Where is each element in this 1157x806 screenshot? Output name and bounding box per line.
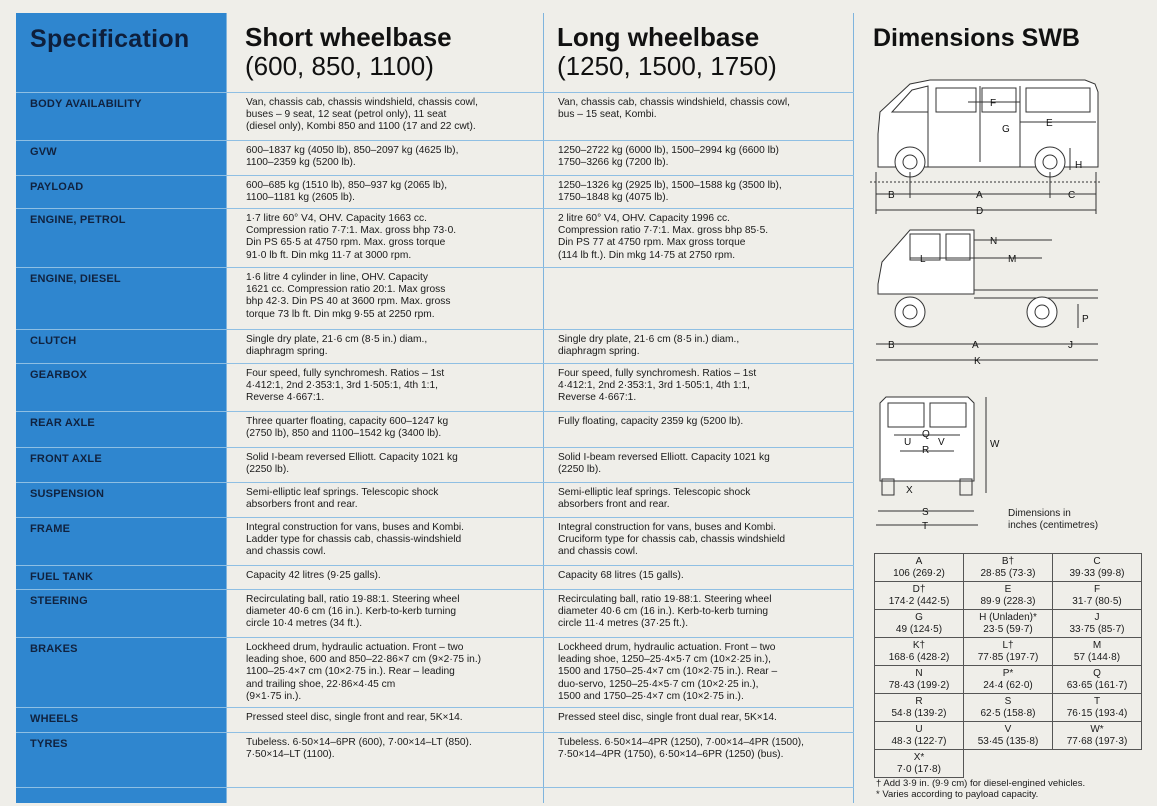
footnotes [876, 778, 1085, 800]
dim-value: 7·0 (17·8) [897, 763, 941, 775]
dimensions-table [874, 553, 1142, 778]
spec-row [16, 707, 854, 732]
dim-key: M [1092, 639, 1102, 651]
dim-value: 53·45 (135·8) [977, 735, 1039, 747]
swb-value: Solid I-beam reversed Elliott. Capacity 1021 kg (2250 lb). [246, 452, 458, 476]
dim-key: V [1004, 723, 1012, 735]
dim-label-d: D [976, 206, 984, 217]
dim-label-t: T [922, 521, 929, 532]
swb-value: Recirculating ball, ratio 19·88:1. Steering wheel diameter 40·6 cm (16 in.). Kerb-to-kerb turning circle 10·4 metres (34 ft.). [246, 594, 460, 630]
dim-value: 54·8 (139·2) [891, 707, 947, 719]
spec-row [16, 175, 854, 208]
spec-title: Specification [30, 25, 190, 53]
dim-cell [964, 554, 1053, 582]
lwb-value: Capacity 68 litres (15 galls). [558, 570, 684, 581]
dim-label-f: F [990, 98, 997, 109]
swb-value: Four speed, fully synchromesh. Ratios – 1st 4·412:1, 2nd 2·353:1, 3rd 1·505:1, 4th 1:1, Reverse 4·667:1. [246, 368, 445, 404]
chassis-cab-diagram [870, 224, 1140, 374]
dim-key: S [1004, 695, 1012, 707]
spec-row [16, 589, 854, 637]
dim-key: U [915, 723, 923, 735]
dim-cell [1053, 582, 1142, 610]
lwb-value: Integral construction for vans, buses and Kombi. Cruciform type for chassis cab, chassis windshield and chassis cowl. [558, 522, 786, 558]
spec-label: ENGINE, DIESEL [30, 273, 121, 285]
lwb-value: Recirculating ball, ratio 19·88:1. Steering wheel diameter 40·6 cm (16 in.). Kerb-to-kerb turning circle 11·4 metres (37·25 ft.). [558, 594, 772, 630]
row-divider [16, 517, 854, 518]
dim-table-row [875, 582, 1142, 610]
dim-table-row [875, 666, 1142, 694]
spec-label: BODY AVAILABILITY [30, 98, 142, 110]
dim-label-a: A [972, 340, 979, 351]
dim-cell [875, 638, 964, 666]
footnote-payload: * Varies according to payload capacity. [876, 789, 1039, 800]
swb-models: (600, 850, 1100) [245, 51, 434, 81]
dim-key: G [915, 611, 923, 623]
swb-value: Tubeless. 6·50×14–6PR (600), 7·00×14–LT (850). 7·50×14–LT (1100). [246, 737, 472, 761]
spec-label: REAR AXLE [30, 417, 95, 429]
dim-value: 77·85 (197·7) [977, 651, 1039, 663]
dim-key: F [1093, 583, 1101, 595]
dim-value: 57 (144·8) [1073, 651, 1121, 663]
footnote-diesel: † Add 3·9 in. (9·9 cm) for diesel-engined vehicles. [876, 778, 1086, 789]
dim-cell [1053, 694, 1142, 722]
dim-cell [1053, 610, 1142, 638]
dim-table-row [875, 610, 1142, 638]
dim-value: 24·4 (62·0) [983, 679, 1033, 691]
dim-label-r: R [922, 445, 930, 456]
spec-label: CLUTCH [30, 335, 77, 347]
lwb-value: Tubeless. 6·50×14–4PR (1250), 7·00×14–4PR (1500), 7·50×14–4PR (1750), 6·50×14–6PR (1250) (bus). [558, 737, 804, 761]
spec-row [16, 447, 854, 482]
swb-value: 1·6 litre 4 cylinder in line, OHV. Capacity 1621 cc. Compression ratio 20:1. Max gross bhp 42·3. Din PS 40 at 3600 rpm. Max. gross torque 73 lb ft. Din mkg 9·55 at 2250 rpm. [246, 272, 451, 320]
lwb-title: Long wheelbase [557, 22, 760, 52]
dim-key: K† [912, 639, 926, 651]
lwb-value: Lockheed drum, hydraulic actuation. Front – two leading shoe, 1250–25·4×5·7 cm (10×2·25 in.), 1500 and 1750–25·4×7 cm (10×2·75 in.). Rear – duo-servo, 1250–25·4×5·7 cm (10×2·25 in.), 1500 and 1750–25·4×7 cm (10×2·75 in.). [558, 642, 778, 702]
dim-cell [1053, 554, 1142, 582]
dim-cell [875, 722, 964, 750]
dim-key: D† [912, 583, 926, 595]
spec-label: ENGINE, PETROL [30, 214, 126, 226]
spec-row [16, 517, 854, 565]
rear-view-diagram [870, 393, 1010, 543]
dim-cell [875, 582, 964, 610]
dim-label-j: J [1068, 340, 1073, 351]
spec-label: GEARBOX [30, 369, 88, 381]
swb-value: Single dry plate, 21·6 cm (8·5 in.) diam., diaphragm spring. [246, 334, 428, 358]
lwb-value: 1250–1326 kg (2925 lb), 1500–1588 kg (3500 lb), 1750–1848 kg (4075 lb). [558, 180, 782, 204]
dim-label-v: V [938, 437, 945, 448]
spec-label: SUSPENSION [30, 488, 105, 500]
spec-row [16, 329, 854, 363]
dim-cell [875, 666, 964, 694]
swb-value: Lockheed drum, hydraulic actuation. Front – two leading shoe, 600 and 850–22·86×7 cm (9×2·75 in.) 1100–25·4×7 cm (10×2·75 in.). Rear – leading and trailing shoe, 22·86×4·45 cm (9×1·75 in.). [246, 642, 482, 702]
spec-label: TYRES [30, 738, 68, 750]
lwb-value: 1250–2722 kg (6000 lb), 1500–2994 kg (6600 lb) 1750–3266 kg (7200 lb). [558, 145, 779, 169]
spec-row [16, 92, 854, 140]
spec-label: FUEL TANK [30, 571, 94, 583]
dim-value: 77·68 (197·3) [1066, 735, 1128, 747]
specification-table [16, 13, 854, 803]
spec-label: FRAME [30, 523, 71, 535]
dim-label-h: H [1075, 160, 1083, 171]
row-divider [16, 565, 854, 566]
dim-cell [875, 610, 964, 638]
dim-table-row [875, 554, 1142, 582]
dim-label-q: Q [922, 429, 930, 440]
dim-table-row [875, 638, 1142, 666]
lwb-value: Solid I-beam reversed Elliott. Capacity 1021 kg (2250 lb). [558, 452, 770, 476]
dim-label-e: E [1046, 118, 1053, 129]
dim-value: 28·85 (73·3) [980, 567, 1036, 579]
dim-cell [964, 694, 1053, 722]
row-divider [16, 732, 854, 733]
dim-value: 174·2 (442·5) [888, 595, 950, 607]
dim-value: 39·33 (99·8) [1069, 567, 1125, 579]
dim-label-g: G [1002, 124, 1010, 135]
spec-row [16, 637, 854, 707]
dim-value: 106 (269·2) [893, 567, 945, 579]
dim-value: 89·9 (228·3) [980, 595, 1036, 607]
dim-value: 33·75 (85·7) [1069, 623, 1125, 635]
dim-label-m: M [1008, 254, 1017, 265]
dim-label-x: X [906, 485, 913, 496]
swb-value: Three quarter floating, capacity 600–1247 kg (2750 lb), 850 and 1100–1542 kg (3400 lb). [246, 416, 449, 440]
row-divider [16, 140, 854, 141]
row-divider [16, 175, 854, 176]
dim-cell [964, 638, 1053, 666]
lwb-value: Fully floating, capacity 2359 kg (5200 lb). [558, 416, 744, 427]
dim-label-b: B [888, 190, 895, 201]
spec-row [16, 363, 854, 411]
dim-value: 63·65 (161·7) [1066, 679, 1128, 691]
dim-key: L† [1002, 639, 1014, 651]
spec-row [16, 411, 854, 447]
row-divider [16, 208, 854, 209]
spec-row [16, 565, 854, 589]
dim-cell [875, 750, 964, 778]
dim-cell [964, 722, 1053, 750]
dim-key: B† [1001, 555, 1015, 567]
dim-key: P* [1002, 667, 1014, 679]
swb-value: 600–1837 kg (4050 lb), 850–2097 kg (4625 lb), 1100–2359 kg (5200 lb). [246, 145, 459, 169]
dim-label-c: C [1068, 190, 1076, 201]
dim-cell [964, 666, 1053, 694]
lwb-value: 2 litre 60° V4, OHV. Capacity 1996 cc. Compression ratio 7·7:1. Max. gross bhp 85·5. Din PS 77 at 4750 rpm. Max gross torque (114 lb ft.). Din mkg 14·75 at 2750 rpm. [558, 213, 769, 261]
swb-value: Van, chassis cab, chassis windshield, chassis cowl, buses – 9 seat, 12 seat (petrol only), 11 seat (diesel only), Kombi 850 and 1100 (17 and 22 cwt). [246, 97, 478, 133]
spec-label: WHEELS [30, 713, 79, 725]
row-divider [16, 267, 854, 268]
dim-cell [964, 610, 1053, 638]
lwb-value: Semi-elliptic leaf springs. Telescopic shock absorbers front and rear. [558, 487, 751, 511]
dim-label-s: S [922, 507, 929, 518]
row-divider [16, 482, 854, 483]
dim-key: T [1093, 695, 1101, 707]
lwb-value: Pressed steel disc, single front dual rear, 5K×14. [558, 712, 777, 723]
swb-value: Semi-elliptic leaf springs. Telescopic shock absorbers front and rear. [246, 487, 439, 511]
dim-value: 23·5 (59·7) [983, 623, 1033, 635]
spec-label: STEERING [30, 595, 88, 607]
row-divider [16, 637, 854, 638]
dim-key: Q [1093, 667, 1101, 679]
dim-label-u: U [904, 437, 912, 448]
dim-cell [875, 694, 964, 722]
dim-label-p: P [1082, 314, 1089, 325]
van-side-diagram [870, 72, 1140, 222]
dim-key: C [1093, 555, 1101, 567]
dim-value: 78·43 (199·2) [888, 679, 950, 691]
spec-row [16, 267, 854, 329]
lwb-header [557, 23, 777, 81]
dim-value: 48·3 (122·7) [891, 735, 947, 747]
lwb-value: Van, chassis cab, chassis windshield, chassis cowl, bus – 15 seat, Kombi. [558, 97, 790, 121]
dim-label-w: W [990, 439, 1000, 450]
spec-label: BRAKES [30, 643, 78, 655]
dim-value: 168·6 (428·2) [888, 651, 950, 663]
dim-label-k: K [974, 356, 981, 367]
spec-label: PAYLOAD [30, 181, 84, 193]
dim-value: 31·7 (80·5) [1072, 595, 1122, 607]
dim-value: 62·5 (158·8) [980, 707, 1036, 719]
dim-key: W* [1090, 723, 1104, 735]
dimensions-note: Dimensions in inches (centimetres) [1008, 508, 1099, 531]
dim-table-row [875, 722, 1142, 750]
dim-label-b: B [888, 340, 895, 351]
dim-key: R [915, 695, 923, 707]
swb-title: Short wheelbase [245, 22, 452, 52]
dim-value: 49 (124·5) [895, 623, 943, 635]
dimensions-title: Dimensions SWB [873, 24, 1080, 52]
row-divider [16, 411, 854, 412]
spec-label: FRONT AXLE [30, 453, 102, 465]
spec-label: GVW [30, 146, 57, 158]
row-divider [16, 447, 854, 448]
dim-label-n: N [990, 236, 998, 247]
row-divider [16, 363, 854, 364]
dim-key: J [1094, 611, 1100, 623]
spec-row [16, 208, 854, 267]
lwb-models: (1250, 1500, 1750) [557, 51, 777, 81]
dim-label-a: A [976, 190, 983, 201]
swb-value: 1·7 litre 60° V4, OHV. Capacity 1663 cc. Compression ratio 7·7:1. Max. gross bhp 73·0. Din PS 65·5 at 4750 rpm. Max. gross torque 91·0 lb ft. Din mkg 11·7 at 3000 rpm. [246, 213, 457, 261]
swb-value: 600–685 kg (1510 lb), 850–937 kg (2065 lb), 1100–1181 kg (2605 lb). [246, 180, 448, 204]
swb-value: Capacity 42 litres (9·25 galls). [246, 570, 381, 581]
lwb-value: Single dry plate, 21·6 cm (8·5 in.) diam., diaphragm spring. [558, 334, 740, 358]
dim-cell [1053, 722, 1142, 750]
swb-value: Pressed steel disc, single front and rear, 5K×14. [246, 712, 463, 723]
row-divider [16, 329, 854, 330]
spec-row [16, 482, 854, 517]
spec-row [16, 140, 854, 175]
spec-row [16, 732, 854, 803]
dim-cell [1053, 638, 1142, 666]
dim-cell [1053, 666, 1142, 694]
row-divider [16, 589, 854, 590]
dim-table-row [875, 694, 1142, 722]
lwb-value: Four speed, fully synchromesh. Ratios – 1st 4·412:1, 2nd 2·353:1, 3rd 1·505:1, 4th 1:1, Reverse 4·667:1. [558, 368, 757, 404]
dim-cell [964, 582, 1053, 610]
dim-value: 76·15 (193·4) [1066, 707, 1128, 719]
dim-key: N [915, 667, 923, 679]
dim-label-l: L [920, 254, 926, 265]
row-divider [16, 92, 854, 93]
dim-key: E [1004, 583, 1012, 595]
swb-value: Integral construction for vans, buses and Kombi. Ladder type for chassis cab, chassis-windshield and chassis cowl. [246, 522, 465, 558]
row-divider [16, 707, 854, 708]
dim-cell [875, 554, 964, 582]
dim-table-row [875, 750, 1142, 778]
dim-key: X* [913, 751, 925, 763]
dim-key: A [915, 555, 923, 567]
dim-key: H (Unladen)* [979, 611, 1037, 623]
swb-header [245, 23, 452, 81]
